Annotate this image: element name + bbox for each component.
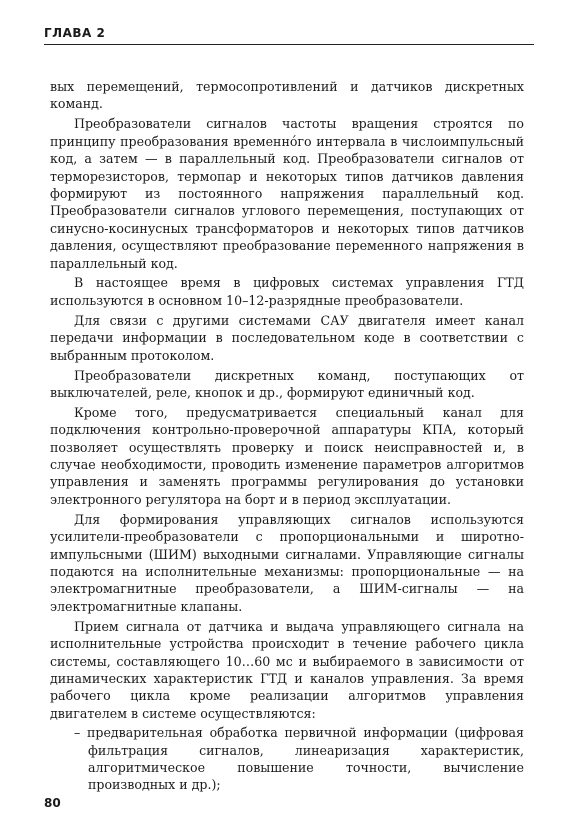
paragraph-control-signals: Для формирования управляющих сигналов используются усилители-преобразователи с пропорциональными и широтно-импульсными (ШИМ) выходными сигналами. Управляющие сигналы подаются на исполнительные механизмы: пропорциональные — на электромагнитные преобразователи, а ШИМ-сигналы — на электромагнитные клапаны. [50, 511, 524, 614]
paragraph-frequency-converters: Преобразователи сигналов частоты вращения строятся по принципу преобразования временнóго интервала в числоимпульсный код, а затем — в параллельный код. Преобразователи сигналов от терморезисторов, термопар и некоторых типов датчиков давления формируют из постоянного напряжения параллельный код. Преобразователи сигналов углового перемещения, поступающих от синусно-косинусных трансформаторов и некоторых типов датчиков давления, осуществляют преобразование переменного напряжения в параллельный код. [50, 116, 524, 271]
chapter-title: ГЛАВА 2 [44, 26, 106, 40]
paragraph-kpa-channel: Кроме того, предусматривается специальный канал для подключения контрольно-проверочной аппаратуры КПА, который позволяет осуществлять проверку и поиск неисправностей и, в случае необходимости, проводить изменение параметров алгоритмов управления и заменять программы регулирования до установки электронного регулятора на борт и в период эксплуатации. [50, 404, 524, 507]
paragraph-work-cycle: Прием сигнала от датчика и выдача управляющего сигнала на исполнительные устройства происходит в течение рабочего цикла системы, составляющего 10…60 мс и выбираемого в зависимости от динамических характеристик ГТД и каналов управления. За время рабочего цикла кроме реализации алгоритмов управления двигателем в системе осуществляются: [50, 618, 524, 721]
paragraph-continuation: вых перемещений, термосопротивлений и датчиков дискретных команд. [50, 79, 524, 112]
page-body [50, 78, 524, 794]
paragraph-bit-depth: В настоящее время в цифровых системах управления ГТД используются в основном 10–12-разрядные преобразователи. [50, 275, 524, 308]
list-item: – предварительная обработка первичной информации (цифровая фильтрация сигналов, линеаризация характеристик, алгоритмическое повышение точности, вычисление производных и др.); [74, 725, 524, 793]
running-header [44, 22, 534, 45]
paragraph-discrete-commands: Преобразователи дискретных команд, поступающих от выключателей, реле, кнопок и др., формируют единичный код. [50, 367, 524, 400]
paragraph-serial-channel: Для связи с другими системами САУ двигателя имеет канал передачи информации в последовательном коде в соответствии с выбранным протоколом. [50, 312, 524, 363]
page-number: 80 [44, 796, 61, 810]
